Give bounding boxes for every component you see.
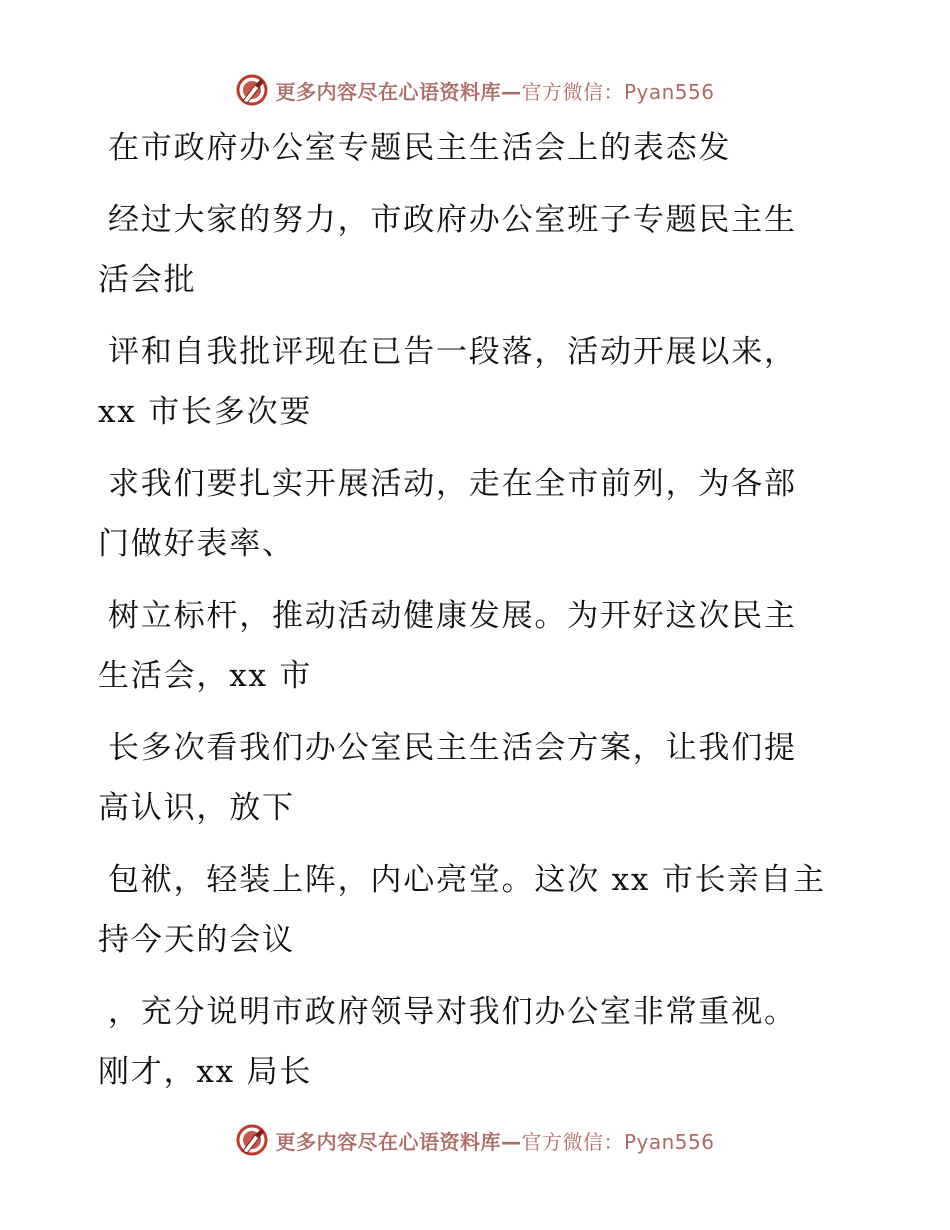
document-title: 在市政府办公室专题民主生活会上的表态发 [108, 130, 732, 166]
text-line: 包袱，轻装上阵，内心亮堂。这次 xx 市长亲自主 [108, 862, 826, 898]
pen-logo-icon [235, 1123, 269, 1157]
text-line: ，充分说明市政府领导对我们办公室非常重视。 [108, 994, 797, 1030]
banner-text [275, 76, 714, 105]
text-line: 树立标杆，推动活动健康发展。为开好这次民主 [108, 598, 797, 634]
document-body [98, 118, 858, 1102]
text-line: 长多次看我们办公室民主生活会方案，让我们提 [108, 730, 797, 766]
text-line: 求我们要扎实开展活动，走在全市前列，为各部 [108, 466, 797, 502]
text-line: 评和自我批评现在已告一段落，活动开展以来， [108, 334, 797, 370]
banner-site-name: 更多内容尽在心语资料库— [275, 79, 522, 104]
text-line: 刚才，xx 局长 [98, 1054, 313, 1090]
footer-banner [0, 1120, 950, 1160]
text-line: 经过大家的努力，市政府办公室班子专题民主生 [108, 202, 797, 238]
banner-wechat: 官方微信：Pyan556 [521, 79, 715, 104]
text-line: 门做好表率、 [98, 526, 295, 562]
text-line: xx 市长多次要 [98, 394, 313, 430]
header-banner [0, 70, 950, 110]
banner-wechat: 官方微信：Pyan556 [521, 1129, 715, 1154]
text-line: 持今天的会议 [98, 922, 295, 958]
text-line: 生活会，xx 市 [98, 658, 313, 694]
text-line: 活会批 [98, 262, 197, 298]
banner-text [275, 1126, 714, 1155]
text-line: 高认识，放下 [98, 790, 295, 826]
banner-site-name: 更多内容尽在心语资料库— [275, 1129, 522, 1154]
pen-logo-icon [235, 73, 269, 107]
